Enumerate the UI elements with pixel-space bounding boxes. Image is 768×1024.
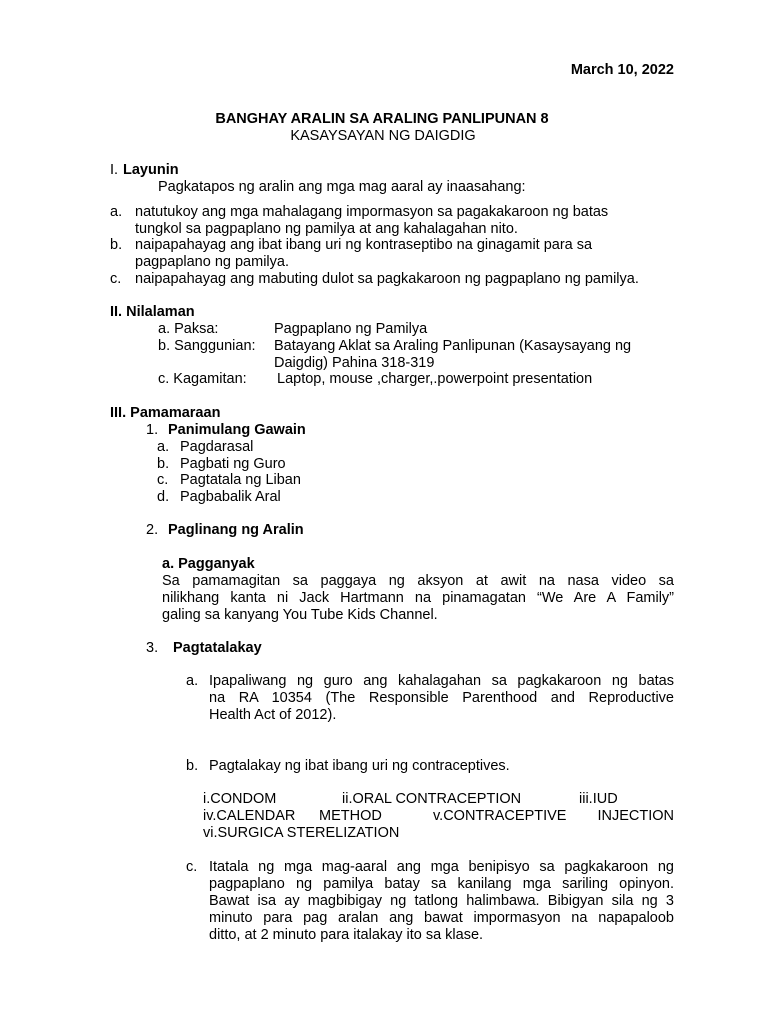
list-marker: c. [157, 472, 169, 488]
pagtatalakay-c-text: Bawat isa ay magbibigay ng tatlong halimbawa. Bibigyan sila ng 3 [209, 893, 674, 909]
subsection-panimula-heading: Panimulang Gawain [168, 422, 306, 438]
document-title: BANGHAY ARALIN SA ARALING PANLIPUNAN 8 [215, 111, 549, 127]
kagamitan-value: Laptop, mouse ,charger,.powerpoint presentation [277, 371, 593, 387]
pagganyak-heading: a. Pagganyak [162, 556, 255, 572]
list-marker: b. [157, 456, 170, 472]
list-item: Pagbati ng Guro [180, 456, 286, 472]
section-layunin-heading: Layunin [123, 162, 179, 178]
contraceptive-item: ii.ORAL CONTRACEPTION [342, 791, 522, 807]
objective-marker: b. [110, 237, 123, 253]
contraceptive-item: v.CONTRACEPTIVE [433, 808, 567, 824]
contraceptive-item: vi.SURGICA STERELIZATION [203, 825, 400, 841]
section-layunin-number: I. [110, 162, 119, 178]
objective-marker: a. [110, 204, 123, 220]
list-marker: b. [186, 758, 199, 774]
paksa-value: Pagpaplano ng Pamilya [274, 321, 428, 337]
paksa-label: a. Paksa: [158, 321, 219, 337]
objective-text: naipapahayag ang ibat ibang uri ng kontraseptibo na ginagamit para sa [135, 237, 593, 253]
contraceptive-item: iii.IUD [579, 791, 618, 807]
list-marker: d. [157, 489, 170, 505]
sanggunian-value: Batayang Aklat sa Araling Panlipunan (Kasaysayang ng [274, 338, 632, 354]
pagtatalakay-c-text: pagpaplano ng pamilya batay sa kanilang mga sariling opinyon. [209, 876, 674, 892]
pagtatalakay-c-text: Itatala ng mga mag-aaral ang mga benipisyo sa pagkakaroon ng [209, 859, 674, 875]
contraceptive-item: i.CONDOM [203, 791, 277, 807]
pagtatalakay-a-text: na RA 10354 (The Responsible Parenthood and Reproductive [209, 690, 674, 706]
document-subtitle: KASAYSAYAN NG DAIGDIG [290, 128, 476, 144]
kagamitan-label: c. Kagamitan: [158, 371, 247, 387]
pagtatalakay-c-text: minuto para pag aralan ang bawat impormasyon na napapaloob [209, 910, 674, 926]
subsection-paglinang-heading: Paglinang ng Aralin [168, 522, 304, 538]
document-date: March 10, 2022 [570, 62, 674, 78]
pagtatalakay-c-text: ditto, at 2 minuto para italakay ito sa klase. [209, 927, 484, 943]
list-item: Pagbabalik Aral [180, 489, 281, 505]
layunin-intro: Pagkatapos ng aralin ang mga mag aaral ay inaasahang: [158, 179, 526, 195]
contraceptive-item: METHOD [319, 808, 382, 824]
subsection-pagtatalakay-heading: Pagtatalakay [173, 640, 262, 656]
pagganyak-text: nilikhang kanta ni Jack Hartmann na pinamagatan “We Are A Family” [162, 590, 674, 606]
section-pamamaraan-heading: III. Pamamaraan [110, 405, 221, 421]
objective-text: naipapahayag ang mabuting dulot sa pagkakaroon ng pagpaplano ng pamilya. [135, 271, 639, 287]
objective-text: tungkol sa pagpaplano ng pamilya at ang kahalagahan nito. [135, 221, 518, 237]
objective-text: natutukoy ang mga mahalagang impormasyon sa pagakakaroon ng batas [135, 204, 609, 220]
subsection-number: 1. [146, 422, 159, 438]
pagtatalakay-a-text: Health Act of 2012). [209, 707, 337, 723]
list-marker: c. [186, 859, 198, 875]
contraceptive-item: INJECTION [597, 808, 674, 824]
list-item: Pagdarasal [180, 439, 254, 455]
pagtatalakay-b-text: Pagtalakay ng ibat ibang uri ng contraceptives. [209, 758, 510, 774]
contraceptive-item: iv.CALENDAR [203, 808, 296, 824]
list-marker: a. [186, 673, 199, 689]
section-nilalaman-heading: II. Nilalaman [110, 304, 195, 320]
sanggunian-label: b. Sanggunian: [158, 338, 256, 354]
pagganyak-text: Sa pamamagitan sa paggaya ng aksyon at awit na nasa video sa [162, 573, 674, 589]
subsection-number: 3. [146, 640, 159, 656]
objective-marker: c. [110, 271, 122, 287]
list-marker: a. [157, 439, 170, 455]
objective-text: pagpaplano ng pamilya. [135, 254, 289, 270]
sanggunian-value: Daigdig) Pahina 318-319 [274, 355, 435, 371]
pagganyak-text: galing sa kanyang You Tube Kids Channel. [162, 607, 438, 623]
subsection-number: 2. [146, 522, 159, 538]
list-item: Pagtatala ng Liban [180, 472, 301, 488]
pagtatalakay-a-text: Ipapaliwang ng guro ang kahalagahan sa pagkakaroon ng batas [209, 673, 674, 689]
